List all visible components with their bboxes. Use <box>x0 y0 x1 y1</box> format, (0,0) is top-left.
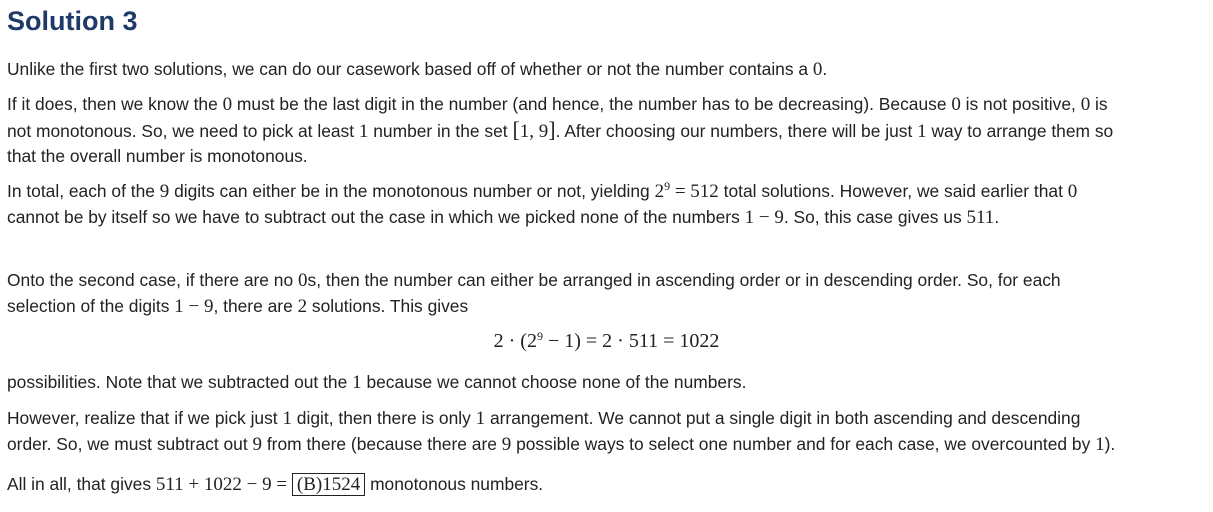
math: 1 <box>1095 434 1105 455</box>
text: ). <box>1104 434 1116 454</box>
text: is <box>1090 94 1108 114</box>
text: from there (because there are <box>262 434 502 454</box>
math: 511 <box>966 207 995 228</box>
paragraph-single-digit-line-1 <box>7 405 1203 432</box>
math: 2 · (2 <box>493 330 537 352</box>
math: [ <box>512 117 520 142</box>
section-title: Solution 3 <box>7 6 138 36</box>
text: total solutions. However, we said earlier that <box>718 181 1068 201</box>
text: selection of the digits <box>7 296 175 316</box>
math: 1 <box>352 372 362 393</box>
math: 0 <box>951 94 961 115</box>
paragraph-total-line-2 <box>7 204 1203 231</box>
math: 0 <box>812 59 823 80</box>
boxed-answer: (B)1524 <box>292 473 365 496</box>
text: . <box>822 59 828 79</box>
text: is not positive, <box>960 94 1081 114</box>
paragraph-conclusion <box>7 471 1203 498</box>
text: order. So, we must subtract out <box>7 434 253 454</box>
text: not monotonous. So, we need to pick at least <box>7 121 359 141</box>
math: 2 <box>297 296 308 317</box>
math: − 1) = 2 · 511 = 1022 <box>542 330 720 352</box>
display-equation <box>0 330 1213 353</box>
text: All in all, that gives <box>7 474 156 494</box>
math-superscript: 9 <box>536 329 543 343</box>
text: possible ways to select one number and for each case, we overcounted by <box>511 434 1096 454</box>
paragraph-possibilities <box>7 369 1203 396</box>
text: If it does, then we know the <box>7 94 223 114</box>
paragraph-intro <box>7 56 1203 83</box>
text: number in the set <box>368 121 513 141</box>
paragraph-case-zero-line-2 <box>7 117 1203 145</box>
math: 0 <box>1080 94 1091 115</box>
text: Unlike the first two solutions, we can do our casework based off of whether or not the number contains a <box>7 59 813 79</box>
text: because we cannot choose none of the numbers. <box>361 372 747 392</box>
math-superscript: 9 <box>664 179 671 193</box>
math: 1 <box>475 408 486 429</box>
text: must be the last digit in the number (and hence, the number has to be decreasing). Because <box>232 94 952 114</box>
text: . After choosing our numbers, there will be just <box>555 121 918 141</box>
math: 511 + 1022 − 9 = <box>155 474 288 495</box>
text: possibilities. Note that we subtracted out the <box>7 372 353 392</box>
text: digits can either be in the monotonous number or not, yielding <box>169 181 655 201</box>
math: 0 <box>222 94 233 115</box>
text: arrangement. We cannot put a single digit in both ascending and descending <box>485 408 1081 428</box>
text: , there are <box>213 296 298 316</box>
paragraph-total-line-1 <box>7 178 1203 205</box>
math: 9 <box>159 181 170 202</box>
math: 1 <box>282 408 292 429</box>
paragraph-second-case-line-1 <box>7 267 1203 294</box>
paragraph-case-zero-line-1 <box>7 91 1203 118</box>
math: 9 <box>252 434 263 455</box>
text: . So, this case gives us <box>783 207 967 227</box>
math: = 512 <box>670 181 719 202</box>
math: 0 <box>1067 181 1078 202</box>
text: cannot be by itself so we have to subtract out the case in which we picked none of the numbers <box>7 207 745 227</box>
paragraph-single-digit-line-2 <box>7 431 1203 458</box>
text: In total, each of the <box>7 181 160 201</box>
math: 0 <box>298 270 308 291</box>
paragraph-second-case-line-2 <box>7 293 1203 320</box>
math <box>655 181 719 202</box>
text: . <box>994 207 1000 227</box>
math: 1, 9 <box>519 121 549 142</box>
math: 9 <box>501 434 512 455</box>
math: ] <box>548 117 556 142</box>
text: Onto the second case, if there are no <box>7 270 298 290</box>
math: 1 <box>358 121 369 142</box>
text: digit, then there is only <box>291 408 476 428</box>
text: However, realize that if we pick just <box>7 408 283 428</box>
paragraph-case-zero-line-3: that the overall number is monotonous. <box>7 146 308 166</box>
math: 1 − 9 <box>174 296 214 317</box>
text: way to arrange them so <box>926 121 1114 141</box>
text: s, then the number can either be arranged in ascending order or in descending order. So, for each <box>307 270 1061 290</box>
text: solutions. This gives <box>307 296 469 316</box>
math: 1 − 9 <box>744 207 784 228</box>
math: 1 <box>917 121 927 142</box>
text: monotonous numbers. <box>365 474 544 494</box>
math: 2 <box>654 181 665 202</box>
